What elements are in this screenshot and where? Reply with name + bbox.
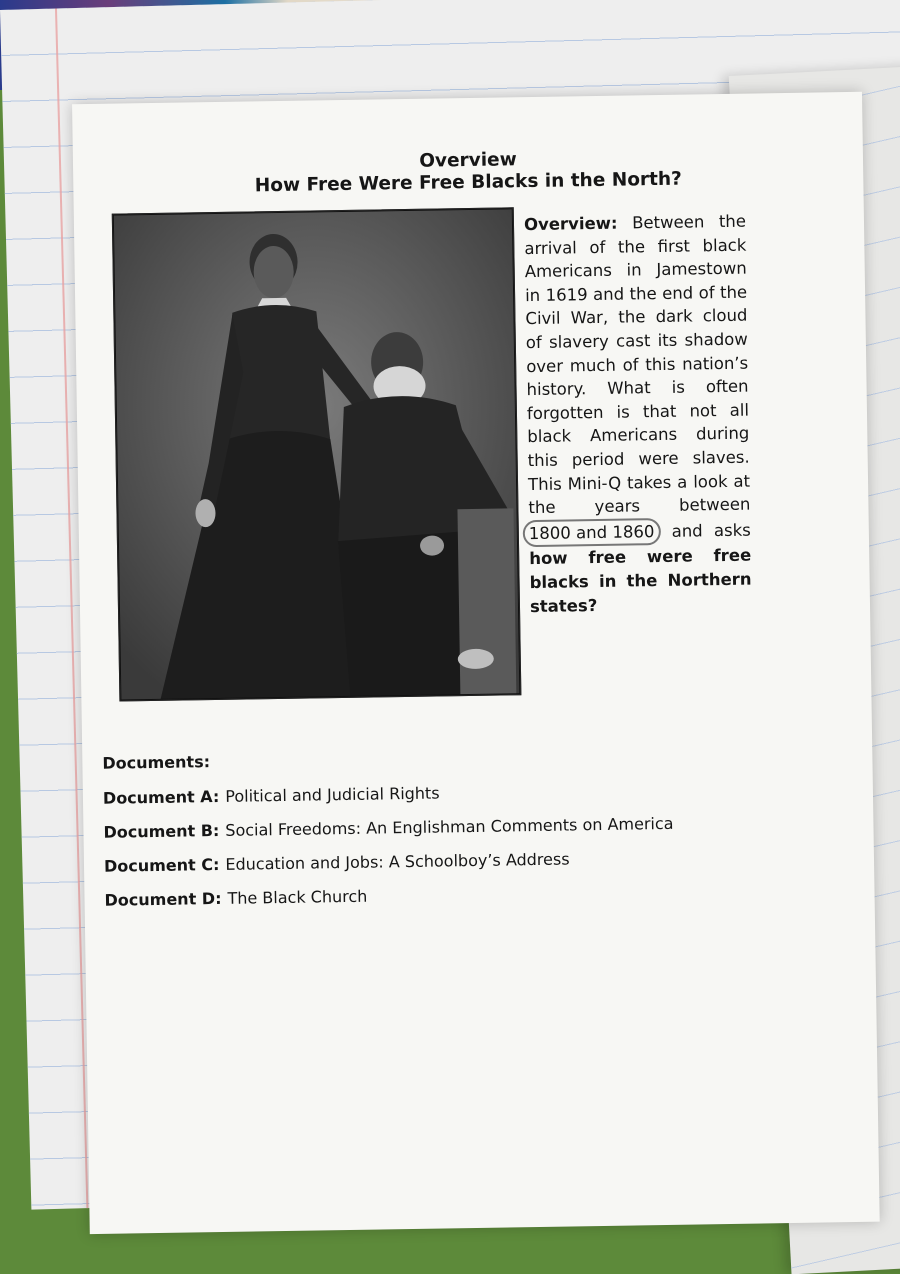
- document-row: [104, 846, 804, 876]
- historical-photo: [112, 207, 522, 701]
- document-title: Social Freedoms: An Englishman Comments on America: [225, 813, 674, 840]
- document-title: Education and Jobs: A Schoolboy’s Address: [225, 849, 570, 874]
- document-title: The Black Church: [227, 886, 368, 908]
- document-label: Document C:: [103, 854, 220, 876]
- document-label: Document B:: [103, 820, 220, 842]
- overview-question: how free were free blacks in the Northern states?: [529, 545, 752, 616]
- document-label: Document D:: [104, 888, 222, 910]
- photo-figures: [113, 208, 521, 700]
- circled-years: 1800 and 1860: [523, 518, 661, 548]
- worksheet-page: [72, 92, 880, 1234]
- title-line-overview: Overview: [419, 149, 517, 172]
- overview-body: Between the arrival of the first black Americans in Jamestown in 1619 and the end of the Civil War, the dark cloud of slavery cast its shadow over much of this nation’s history. What is often forgotten is that not all black Americans during this period were slaves. This Mini-Q takes a look at the years between: [524, 211, 751, 518]
- documents-list: [102, 743, 805, 925]
- document-row: [103, 778, 803, 808]
- overview-label: Overview:: [523, 213, 618, 235]
- document-row: [103, 812, 803, 842]
- overview-body-continued: and asks: [671, 520, 751, 541]
- page-title: [73, 144, 864, 200]
- document-label: Document A:: [102, 786, 220, 808]
- documents-heading: Documents:: [102, 752, 211, 773]
- overview-paragraph: [524, 210, 752, 619]
- title-line-question: How Free Were Free Blacks in the North?: [254, 168, 682, 197]
- document-title: Political and Judicial Rights: [225, 783, 440, 806]
- document-row: [104, 880, 804, 910]
